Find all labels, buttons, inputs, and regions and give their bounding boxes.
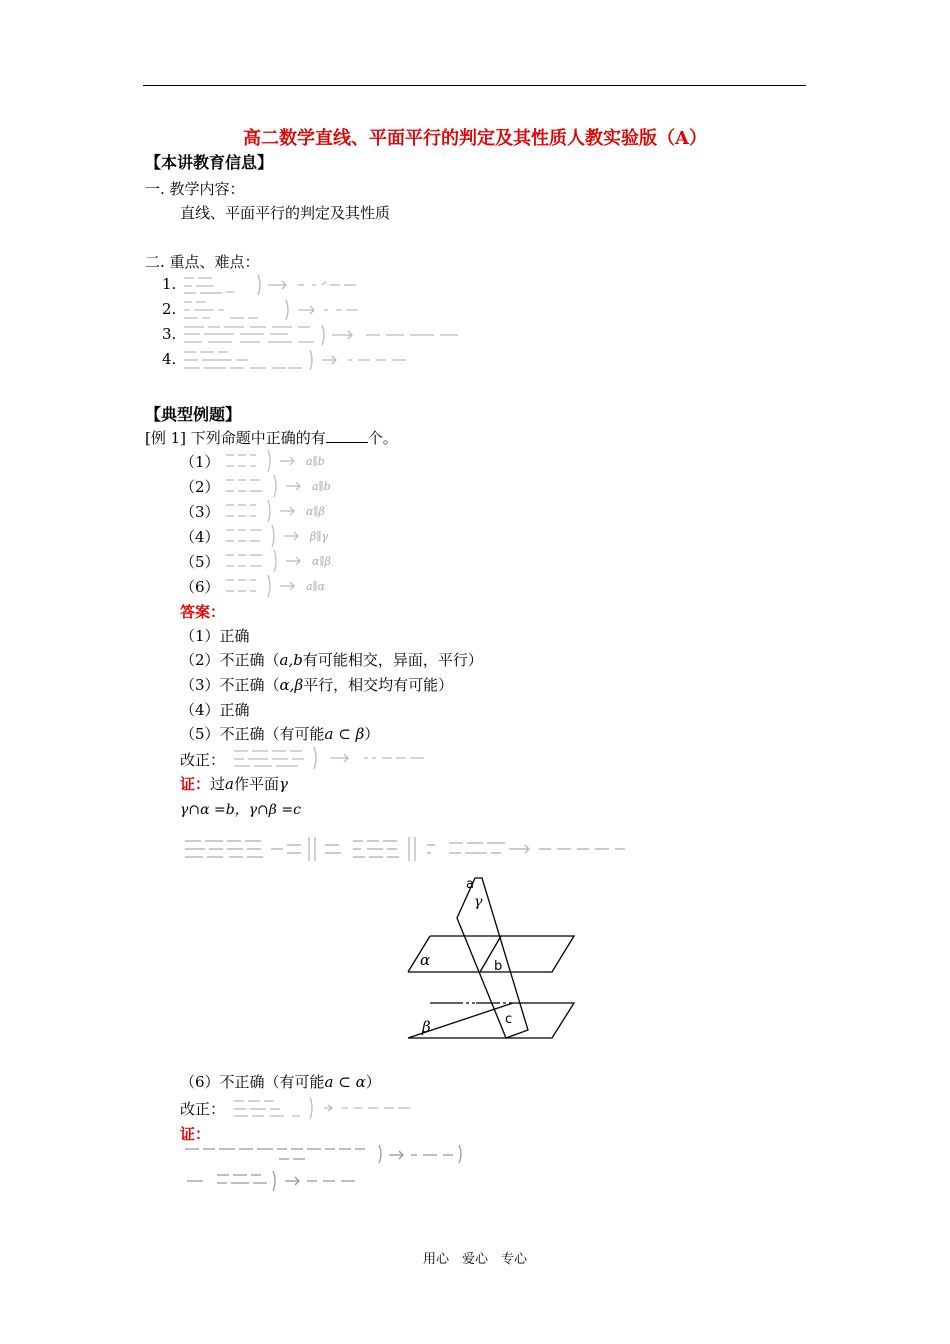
example-1-statement: [145, 427, 398, 448]
answer-2-prefix: （2）不正确（: [180, 651, 280, 669]
prop-3-formula: [222, 498, 372, 524]
planes-figure: [400, 870, 585, 1045]
label-a: a: [466, 877, 474, 892]
prop-4-formula: [222, 523, 372, 549]
proof-derivation-formula: [183, 835, 663, 863]
correction-label: 改正：: [180, 751, 226, 769]
prop-6-label: （6）: [180, 578, 220, 596]
label-alpha: α: [420, 951, 431, 969]
answer-6-prefix: （6）不正确（有可能: [180, 1073, 325, 1091]
proof-2-derivation-formula: [183, 1143, 493, 1193]
answer-3-prefix: （3）不正确（: [180, 676, 280, 694]
answer-2: [180, 649, 483, 670]
answer-3-text: 平行，相交均有可能）: [303, 676, 454, 694]
prop-2-formula: [222, 473, 372, 499]
prop-6-formula: [222, 573, 372, 599]
answer-5-close: ）: [364, 725, 380, 743]
proof-var-gamma: γ: [279, 775, 288, 793]
keypoint-3-number: 3.: [162, 325, 177, 343]
answer-6-expr: a ⊂ α: [324, 1073, 366, 1091]
prop-2-conclusion: a∥b: [312, 480, 331, 493]
prop-5-conclusion: α∥β: [312, 555, 331, 568]
plane-beta: [408, 1003, 574, 1038]
keypoint-2-formula: [180, 297, 380, 323]
keypoint-3-formula: [180, 322, 480, 348]
prop-3-label: （3）: [180, 503, 220, 521]
answer-5-expr: a ⊂ β: [324, 725, 365, 743]
label-gamma: γ: [474, 894, 483, 910]
keypoint-4-formula: [180, 347, 420, 373]
keypoint-1-number: 1.: [162, 275, 177, 293]
label-beta: β: [422, 1018, 431, 1036]
example-1-prefix: [例 1] 下列命题中正确的有: [145, 429, 326, 447]
prop-5-label: （5）: [180, 553, 220, 571]
proof-text-1: 过: [210, 775, 226, 793]
proof-label: 证：: [180, 775, 211, 793]
proof-2-label: 证：: [180, 1125, 211, 1143]
section-heading-info: 【本讲教育信息】: [145, 153, 274, 172]
prop-4-conclusion: β∥γ: [310, 530, 329, 543]
proof-line-1: [180, 773, 288, 794]
correction-2-formula: [230, 1095, 430, 1121]
correction-2-label: 改正：: [180, 1100, 226, 1118]
prop-5-formula: [222, 548, 372, 574]
answer-4: （4）正确: [180, 701, 250, 719]
prop-3-conclusion: α∥β: [306, 505, 325, 518]
part2-label: 二. 重点、难点：: [145, 253, 260, 271]
label-c: c: [505, 1012, 513, 1027]
correction-formula: [230, 745, 440, 771]
answer-6-close: ）: [365, 1073, 381, 1091]
section-heading-examples: 【典型例题】: [145, 405, 242, 424]
prop-1-conclusion: a∥b: [306, 455, 325, 468]
answer-6: [180, 1071, 381, 1092]
prop-4-label: （4）: [180, 528, 220, 546]
answer-3-vars: α,β: [279, 676, 304, 694]
answer-5: [180, 723, 379, 744]
answer-2-vars: a,b: [279, 651, 303, 669]
proof-text-2: 作平面: [233, 775, 279, 793]
proof-intersections: γ∩α =b，γ∩β =c: [180, 802, 301, 818]
answer-2-text: 有可能相交，异面，平行）: [302, 651, 483, 669]
prop-2-label: （2）: [180, 478, 220, 496]
proof-var-a: a: [225, 775, 234, 793]
keypoint-1-formula: [180, 272, 380, 298]
keypoint-4-number: 4.: [162, 350, 177, 368]
label-b: b: [494, 959, 503, 974]
example-1-suffix: 个。: [367, 429, 398, 447]
answer-3: [180, 674, 453, 695]
keypoint-2-number: 2.: [162, 300, 177, 318]
answer-label: 答案：: [180, 603, 226, 621]
prop-1-formula: [222, 448, 372, 474]
example-1-blank: [326, 430, 368, 443]
page-title: 高二数学直线、平面平行的判定及其性质人教实验版（A）: [243, 128, 707, 149]
part1-text: 直线、平面平行的判定及其性质: [180, 204, 391, 222]
answer-5-prefix: （5）不正确（有可能: [180, 725, 325, 743]
answer-1: （1）正确: [180, 627, 250, 645]
header-rule: [143, 85, 806, 86]
prop-6-conclusion: a∥α: [306, 580, 326, 593]
plane-gamma: [457, 878, 528, 1038]
prop-1-label: （1）: [180, 453, 220, 471]
part1-label: 一. 教学内容：: [145, 180, 245, 198]
page-footer: 用心 爱心 专心: [422, 1252, 527, 1267]
